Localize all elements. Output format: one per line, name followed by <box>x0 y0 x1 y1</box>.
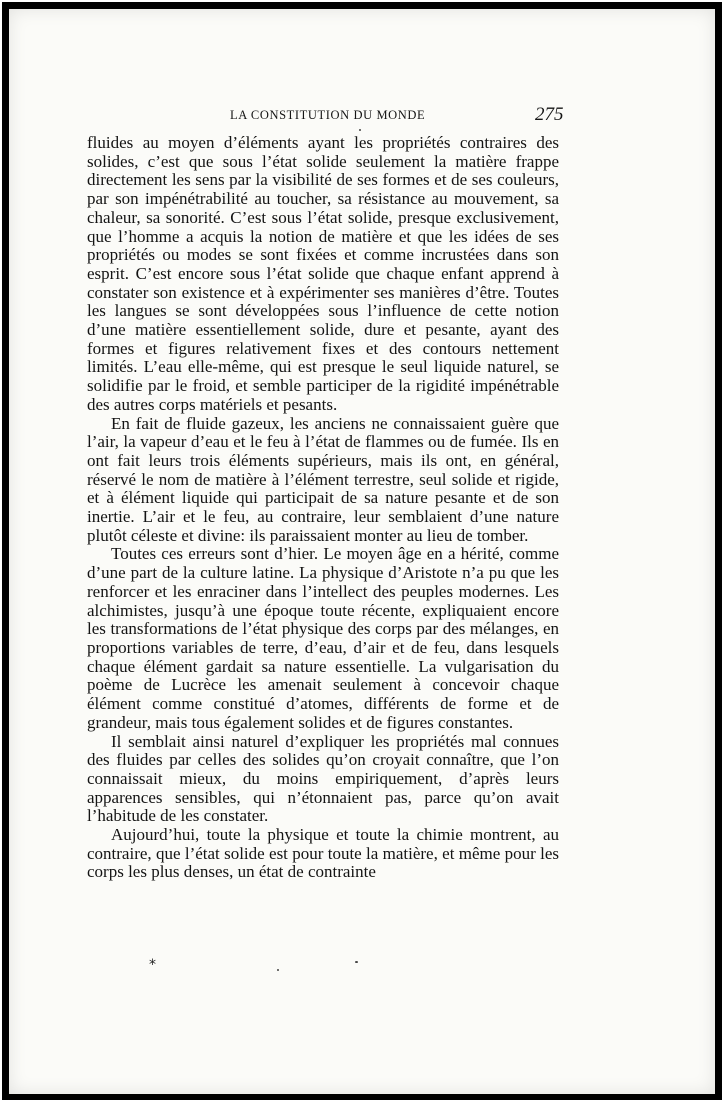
paragraph: Il semblait ainsi naturel d’expliquer les propriétés mal connues des fluides par celles des solides qu’on croyait connaître, que l’on connaissait mieux, du moins empiriquement, d’après leurs apparences sensibles, qui n’étonnaient pas, parce qu’on avait l’habitude de les constater. <box>87 731 559 826</box>
running-header <box>9 104 715 128</box>
scan-speck <box>355 961 358 963</box>
book-page <box>9 9 715 1094</box>
scan-speck <box>359 129 361 131</box>
page-number: 275 <box>535 104 564 125</box>
paragraph: En fait de fluide gazeux, les anciens ne connaissaient guère que l’air, la vapeur d’eau et le feu à l’état de flammes ou de fumée. Ils en ont fait leurs trois éléments supérieurs, mais ils ont, en général, réservé le nom de matière à l’élément terrestre, seul solide et rigide, et à élément liquide qui participait de sa nature pesante et de son inertie. L’air et le feu, au contraire, leur semblaient d’une nature plutôt céleste et divine: ils paraissaient monter au lieu de tomber. <box>87 413 559 545</box>
signature-mark: * <box>149 957 156 973</box>
paragraph-continued: fluides au moyen d’éléments ayant les propriétés contraires des solides, c’est que sous l’état solide seulement la matière frappe directement les sens par la visibilité de ses formes et de ses couleurs, par son impénétrabilité au toucher, sa résistance au mouvement, sa chaleur, sa sonorité. C’est sous l’état solide, presque exclusivement, que l’homme a acquis la notion de matière et que les idées de ses propriétés ou modes se sont fixées et comme incrustées dans son esprit. C’est encore sous l’état solide que chaque enfant apprend à constater son existence et à expérimenter ses manières d’être. Toutes les langues se sont développées sous l’influence de cette notion d’une matière essentiellement solide, dure et pesante, ayant des formes et figures relativement fixes et des contours nettement limités. L’eau elle-même, qui est presque le seul liquide naturel, se solidifie par le froid, et semble participer de la rigidité impénétrable des autres corps matériels et pesants. <box>87 133 559 414</box>
running-title: LA CONSTITUTION DU MONDE <box>230 108 426 122</box>
scan-speck <box>277 969 279 971</box>
paragraph: Toutes ces erreurs sont d’hier. Le moyen âge en a hérité, comme d’une part de la culture latine. La physique d’Aristote n’a pu que les renforcer et les enraciner dans l’intellect des peuples modernes. Les alchimistes, jusqu’à une époque toute récente, expliquaient encore les transformations de l’état physique des corps par des mélanges, en proportions variables de terre, d’eau, d’air et de feu, dans lesquels chaque élément gardait sa nature essentielle. La vulgarisation du poème de Lucrèce les amenait seulement à concevoir chaque élément comme constitué d’atomes, différents de forme et de grandeur, mais tous également solides et de figures constantes. <box>87 544 559 732</box>
body-text <box>87 134 559 882</box>
paragraph: Aujourd’hui, toute la physique et toute la chimie montrent, au contraire, que l’état solide est pour toute la matière, et même pour les corps les plus denses, un état de contrainte <box>87 825 559 882</box>
